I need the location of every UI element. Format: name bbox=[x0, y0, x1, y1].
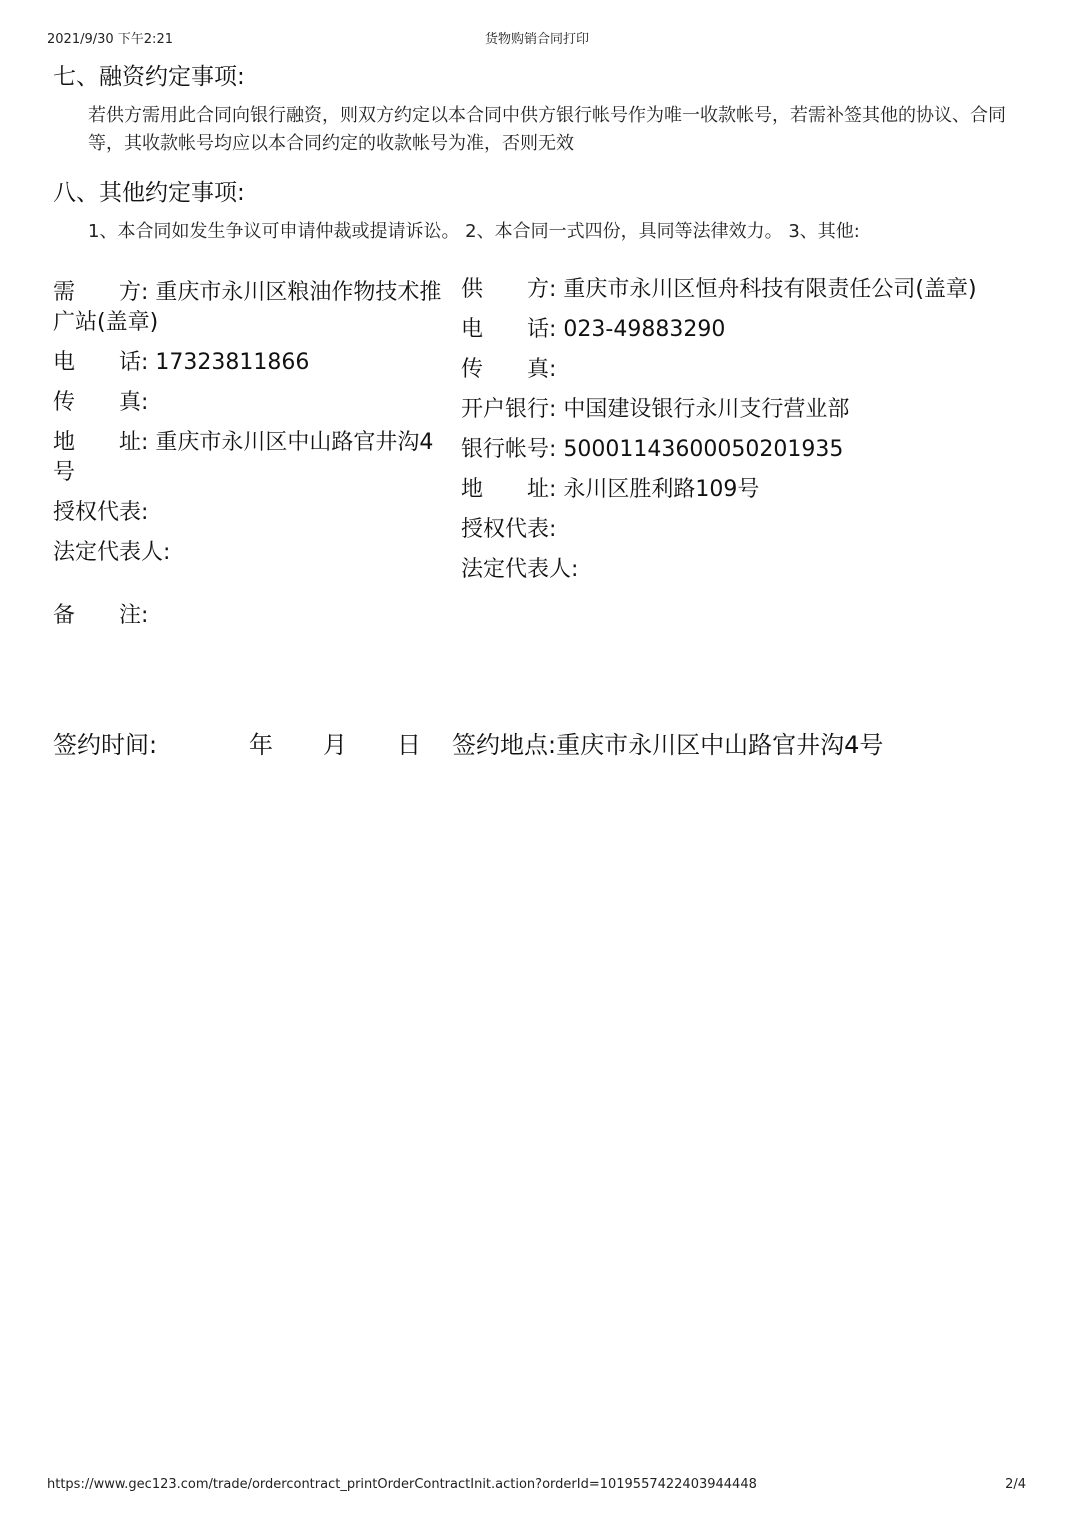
buyer-party-row: 需 方: 重庆市永川区粮油作物技术推广站(盖章) bbox=[53, 280, 442, 335]
section-8-title: 八、其他约定事项: bbox=[53, 180, 245, 206]
seller-bank-row: 开户银行: 中国建设银行永川支行营业部 bbox=[461, 397, 850, 422]
seller-address-row: 地 址: 永川区胜利路109号 bbox=[461, 477, 760, 502]
signing-month: 月 bbox=[323, 731, 347, 759]
buyer-phone-value: 17323811866 bbox=[155, 350, 310, 375]
seller-auth-row: 授权代表: bbox=[461, 517, 557, 542]
seller-phone-label: 电 话 bbox=[461, 317, 550, 342]
page-number: 2/4 bbox=[1005, 1477, 1026, 1492]
signing-place-label: 签约地点: bbox=[452, 731, 557, 759]
signing-time-label: 签约时间: bbox=[53, 731, 158, 759]
section-8-text: 1、本合同如发生争议可申请仲裁或提请诉讼。 2、本合同一式四份，具同等法律效力。 3、其他: bbox=[88, 221, 860, 242]
seller-party-label: 供 方 bbox=[461, 277, 550, 302]
buyer-phone-label: 电 话 bbox=[53, 350, 142, 375]
signing-place bbox=[452, 725, 883, 760]
seller-fax-row: 传 真: bbox=[461, 357, 557, 382]
seller-account-row: 银行帐号: 50001143600050201935 bbox=[461, 437, 844, 462]
seller-phone-value: 023-49883290 bbox=[563, 317, 726, 342]
signing-day: 日 bbox=[397, 731, 421, 759]
signing-year: 年 bbox=[249, 731, 273, 759]
seller-party-value: 重庆市永川区恒舟科技有限责任公司(盖章) bbox=[563, 277, 977, 302]
seller-block bbox=[461, 275, 1051, 595]
buyer-address-label: 地 址 bbox=[53, 430, 142, 455]
signing-place-value: 重庆市永川区中山路官井沟4号 bbox=[556, 731, 884, 759]
seller-fax-label: 传 真 bbox=[461, 357, 550, 382]
buyer-party-label: 需 方 bbox=[53, 280, 142, 305]
seller-bank-label: 开户银行 bbox=[461, 397, 550, 422]
seller-bank-value: 中国建设银行永川支行营业部 bbox=[563, 397, 850, 422]
print-datetime: 2021/9/30 下午2:21 bbox=[47, 32, 173, 47]
seller-account-label: 银行帐号 bbox=[461, 437, 550, 462]
print-title: 货物购销合同打印 bbox=[484, 32, 589, 47]
seller-party-row: 供 方: 重庆市永川区恒舟科技有限责任公司(盖章) bbox=[461, 277, 977, 302]
remark-label: 备 注 bbox=[53, 603, 142, 628]
buyer-auth-row: 授权代表: bbox=[53, 500, 149, 525]
seller-account-value: 50001143600050201935 bbox=[563, 437, 844, 462]
seller-phone-row: 电 话: 023-49883290 bbox=[461, 317, 726, 342]
buyer-auth-label: 授权代表 bbox=[53, 500, 142, 525]
buyer-legal-label: 法定代表人 bbox=[53, 540, 164, 565]
buyer-block bbox=[53, 278, 445, 578]
seller-address-label: 地 址 bbox=[461, 477, 550, 502]
source-url: https://www.gec123.com/trade/ordercontract_printOrderContractInit.action?orderId=1019557422403944448 bbox=[47, 1477, 757, 1492]
section-7-text: 若供方需用此合同向银行融资，则双方约定以本合同中供方银行帐号作为唯一收款帐号，若需补签其他的协议、合同等，其收款帐号均应以本合同约定的收款帐号为准，否则无效 bbox=[88, 105, 1006, 154]
buyer-address-value: 重庆市永川区中山路官井沟4号 bbox=[53, 430, 434, 485]
section-7-title: 七、融资约定事项: bbox=[53, 64, 245, 90]
buyer-address-row: 地 址: 重庆市永川区中山路官井沟4号 bbox=[53, 430, 434, 485]
buyer-fax-row: 传 真: bbox=[53, 390, 149, 415]
seller-auth-label: 授权代表 bbox=[461, 517, 550, 542]
buyer-legal-row: 法定代表人: bbox=[53, 540, 171, 565]
remark-row: 备 注: bbox=[53, 603, 149, 628]
buyer-fax-label: 传 真 bbox=[53, 390, 142, 415]
buyer-party-value: 重庆市永川区粮油作物技术推广站(盖章) bbox=[53, 280, 442, 335]
seller-legal-label: 法定代表人 bbox=[461, 557, 572, 582]
seller-legal-row: 法定代表人: bbox=[461, 557, 579, 582]
buyer-phone-row: 电 话: 17323811866 bbox=[53, 350, 310, 375]
seller-address-value: 永川区胜利路109号 bbox=[563, 477, 760, 502]
